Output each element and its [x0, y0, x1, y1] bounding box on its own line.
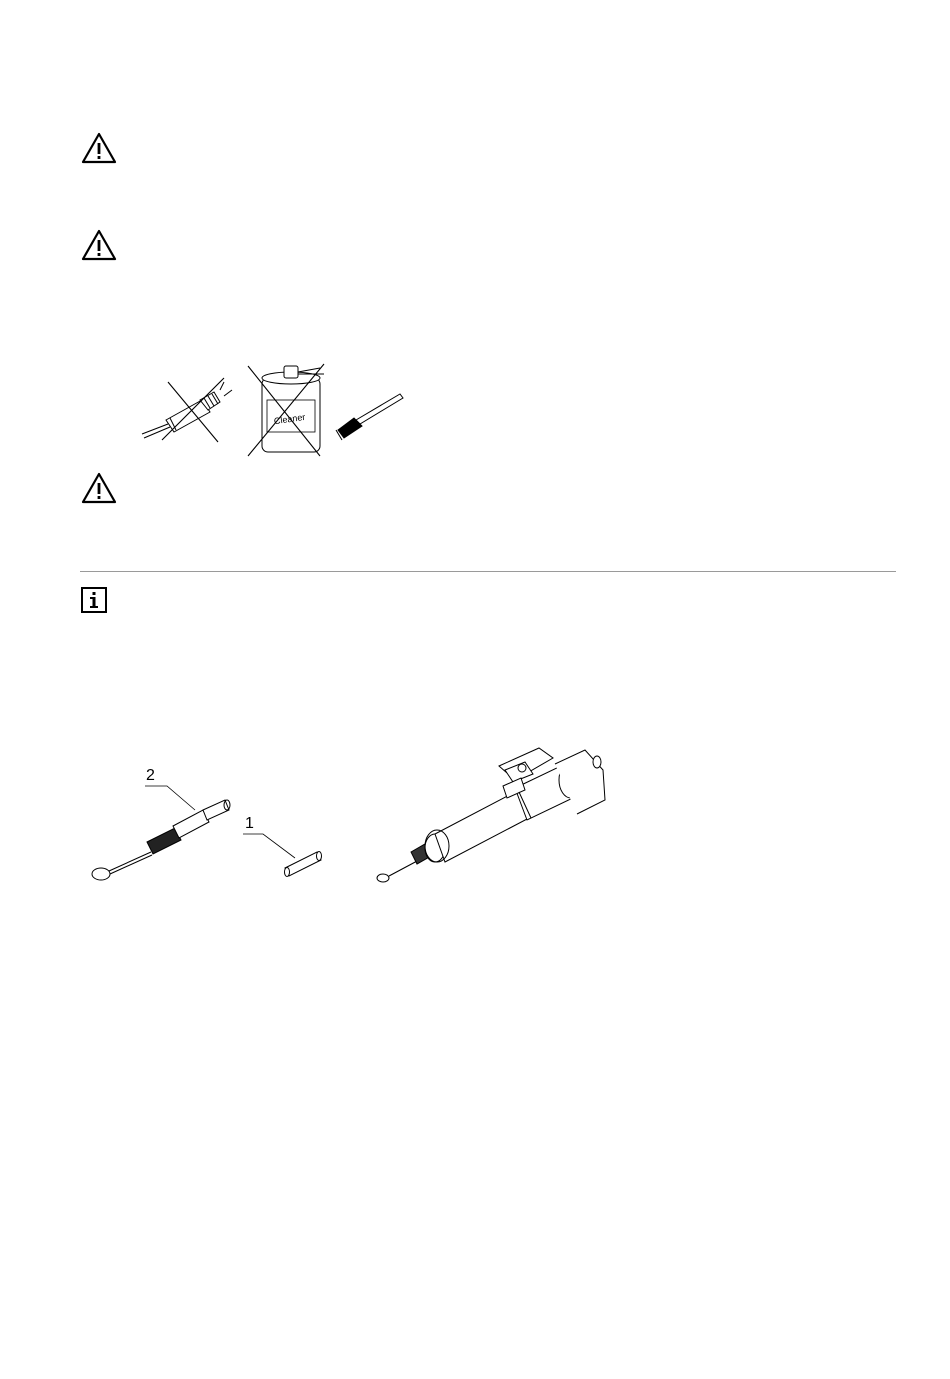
cleaning-brush	[336, 394, 403, 440]
warning-triangle-icon	[81, 229, 117, 266]
assembled-unit	[377, 748, 605, 882]
can-label: Cleaner	[273, 411, 306, 427]
callout-label-2: 2	[146, 767, 155, 784]
section-divider	[80, 571, 896, 572]
parts-figure	[85, 740, 625, 900]
callout-label-1: 1	[245, 815, 254, 832]
spray-can-crossed	[248, 364, 324, 456]
cleaning-needle-crossed	[142, 378, 232, 442]
warning-triangle-icon	[81, 472, 117, 509]
cleaning-methods-figure	[140, 360, 410, 460]
part-2-cleaning-tool	[92, 800, 230, 880]
part-1-pin	[285, 852, 322, 877]
info-icon	[81, 587, 107, 618]
warning-triangle-icon	[81, 132, 117, 169]
leader-line-1	[243, 834, 295, 858]
leader-line-2	[145, 786, 195, 810]
